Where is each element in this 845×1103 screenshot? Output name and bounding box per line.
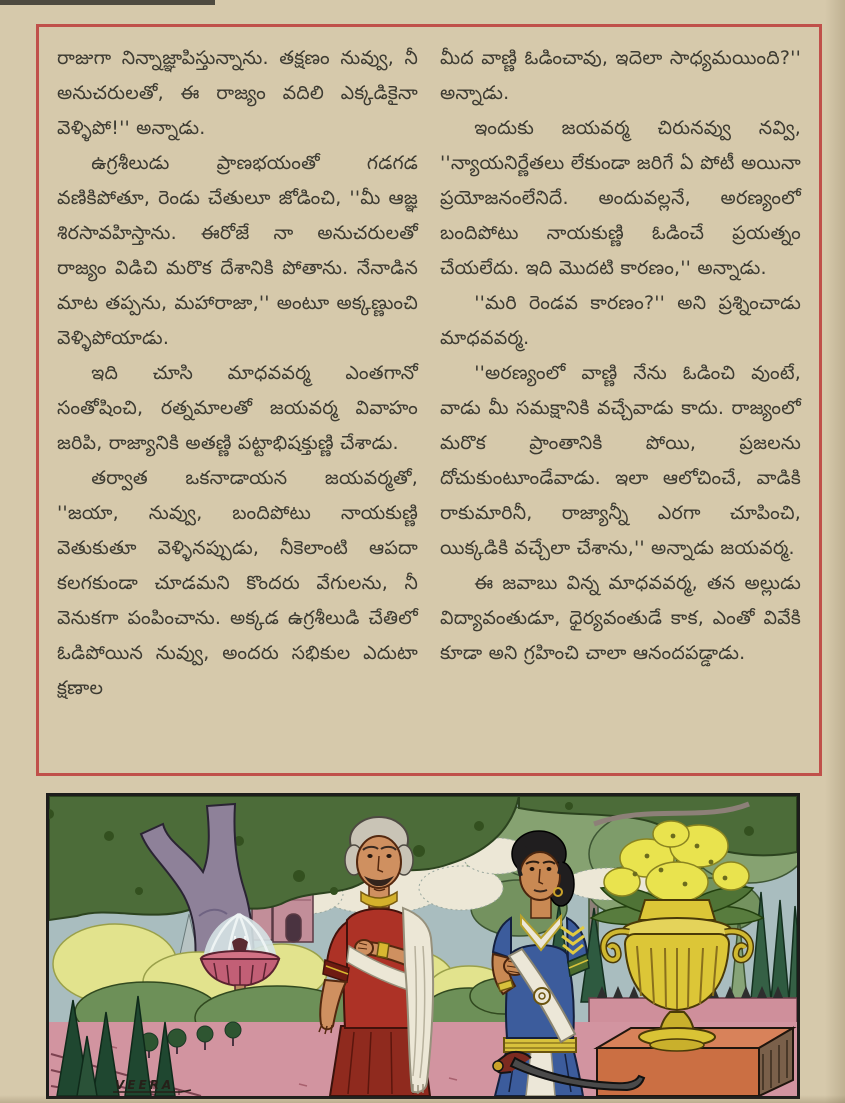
- illustration: [46, 793, 800, 1099]
- paragraph: ఇందుకు జయవర్మ చిరునవ్వు నవ్వి, ''న్యాయనిర్ణేతలు లేకుండా జరిగే ఏ పోటీ అయినా ప్రయోజనంలేనిదే. అందువల్లనే, అరణ్యంలో బందిపోటు నాయకుణ్ణి ఓడించే ప్రయత్నం చేయలేదు. ఇది మొదటి కారణం,'' అన్నాడు.: [440, 117, 801, 279]
- paragraph: రాజుగా నిన్నాజ్ఞాపిస్తున్నాను. తక్షణం నువ్వు, నీ అనుచరులతో, ఈ రాజ్యం వదిలి ఎక్కడికైనా వెళ్ళిపో!'' అన్నాడు.: [57, 47, 418, 139]
- paragraph: తర్వాత ఒకనాడాయన జయవర్మతో, ''జయా, నువ్వు, బందిపోటు నాయకుణ్ణి వెతుకుతూ వెళ్ళినప్పుడు, నీకెలాంటి ఆపదా కలగకుండా చూడమని కొందరు వేగులను, నీ వెనుకగా పంపించాను. అక్కడ ఉగ్రశీలుడి చేతిలో ఓడిపోయిన నువ్వు, అందరు సభికుల ఎదుటా క్షణాల: [57, 467, 418, 699]
- paragraph: ఈ జవాబు విన్న మాధవవర్మ, తన అల్లుడు విద్యావంతుడూ, ధైర్యవంతుడే కాక, ఎంతో వివేకి కూడా అని గ్రహించి చాలా ఆనందపడ్డాడు.: [440, 572, 801, 664]
- paragraph: ''మరి రెండవ కారణం?'' అని ప్రశ్నించాడు మాధవవర్మ.: [440, 292, 801, 349]
- signature-text: VEERA: [115, 1078, 175, 1092]
- left-column: [57, 41, 418, 763]
- page-edge-shadow: [0, 1095, 845, 1103]
- garden-scene: [49, 796, 797, 1096]
- paragraph: ''అరణ్యంలో వాణ్ణి నేను ఓడించి వుంటే, వాడు మీ సమక్షానికి వచ్చేవాడు కాదు. రాజ్యంలో మరొక ప్రాంతానికి పోయి, ప్రజలను దోచుకుంటూండేవాడు. ఇలా ఆలోచించే, వాడికి రాకుమారినీ, రాజ్యాన్నీ ఎరగా చూపించి, యిక్కడికి వచ్చేలా చేశాను,'' అన్నాడు జయవర్మ.: [440, 362, 801, 559]
- paragraph: మీద వాణ్ణి ఓడించావు, ఇదెలా సాధ్యమయింది?'' అన్నాడు.: [440, 47, 801, 104]
- story-text-frame: [36, 24, 822, 776]
- paragraph: ఉగ్రశీలుడు ప్రాణభయంతో గడగడ వణికిపోతూ, రెండు చేతులూ జోడించి, ''మీ ఆజ్ఞ శిరసావహిస్తాను. ఈరోజే నా అనుచరులతో రాజ్యం విడిచి మరొక దేశానికి పోతాను. నేనాడిన మాట తప్పను, మహారాజా,'' అంటూ అక్కణ్ణుంచి వెళ్ళిపోయాడు.: [57, 152, 418, 349]
- page-edge-shadow: [825, 0, 845, 1103]
- paragraph: ఇది చూసి మాధవవర్మ ఎంతగానో సంతోషించి, రత్నమాలతో జయవర్మ వివాహం జరిపి, రాజ్యానికి అతణ్ణి పట్టాభిషక్తుణ్ణి చేశాడు.: [57, 362, 418, 454]
- page-edge-mark: [0, 0, 215, 5]
- right-column: [440, 41, 801, 763]
